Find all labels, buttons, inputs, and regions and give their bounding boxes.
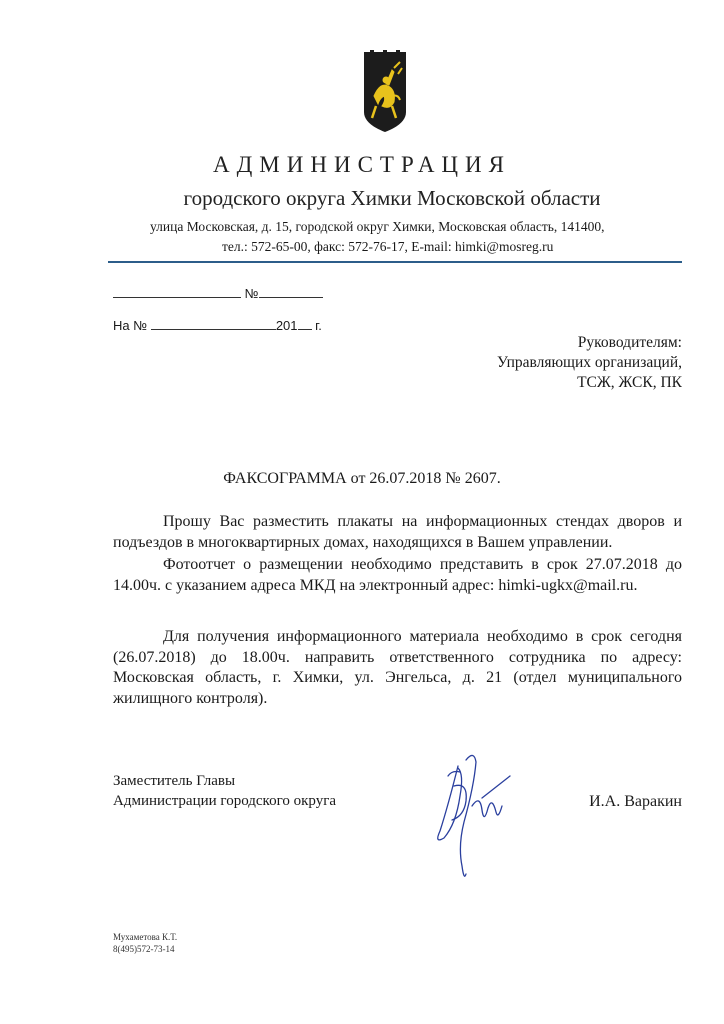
paragraph-3-text: Для получения информационного материала необходимо в срок сегодня (26.07.2018) до 18.00ч. направить ответственного сотрудника по адресу: Московская область, г. Химки, ул. Энгельса, д. 21 (отдел муниципального жилищного контроля). [113, 628, 682, 707]
signatory-name: И.А. Варакин [589, 793, 682, 810]
paragraph-1-text: Прошу Вас разместить плакаты на информационных стендах дворов и подъездов в многоквартирных домах, находящихся в Вашем управлении. [113, 513, 682, 551]
signatory-position-1: Заместитель Главы [113, 773, 236, 789]
recipient-line-3: ТСЖ, ЖСК, ПК [577, 374, 682, 391]
executor-phone: 8(495)572-73-14 [113, 944, 175, 954]
header-divider [108, 261, 682, 263]
organization-address: улица Московская, д. 15, городской округ Химки, Московская область, 141400, [150, 219, 605, 234]
organization-title: АДМИНИСТРАЦИЯ [213, 152, 511, 177]
coat-of-arms-emblem [362, 50, 408, 138]
recipient-line-2: Управляющих организаций, [496, 354, 682, 371]
date-blank [113, 286, 241, 298]
paragraph-2-text: Фотоотчет о размещении необходимо представить в срок 27.07.2018 до 14.00ч. с указанием адреса МКД на электронный адрес: himki-ugkx@mail.ru. [113, 556, 682, 594]
number-blank [259, 286, 323, 298]
organization-contacts: тел.: 572-65-00, факс: 572-76-17, E-mail: himki@mosreg.ru [222, 239, 554, 254]
organization-subtitle: городского округа Химки Московской области [183, 186, 601, 210]
body-paragraph-3 [113, 627, 682, 709]
signatory-position-2: Администрации городского округа [113, 793, 337, 809]
number-label: № [244, 286, 259, 301]
year-label: 201 [275, 318, 298, 333]
handwritten-signature [418, 746, 518, 886]
outgoing-number-line [113, 286, 323, 301]
body-paragraph-1 [113, 512, 682, 553]
recipient-line-1: Руководителям: [577, 334, 682, 351]
fax-heading: ФАКСОГРАММА от 26.07.2018 № 2607. [223, 470, 501, 487]
year-suffix: г. [315, 318, 322, 333]
reply-number-blank [151, 318, 276, 330]
year-blank [298, 318, 312, 330]
reply-label: На № [113, 318, 148, 333]
executor-name: Мухаметова К.Т. [113, 932, 178, 942]
body-paragraph-2 [113, 555, 682, 596]
reply-to-line [113, 318, 322, 333]
